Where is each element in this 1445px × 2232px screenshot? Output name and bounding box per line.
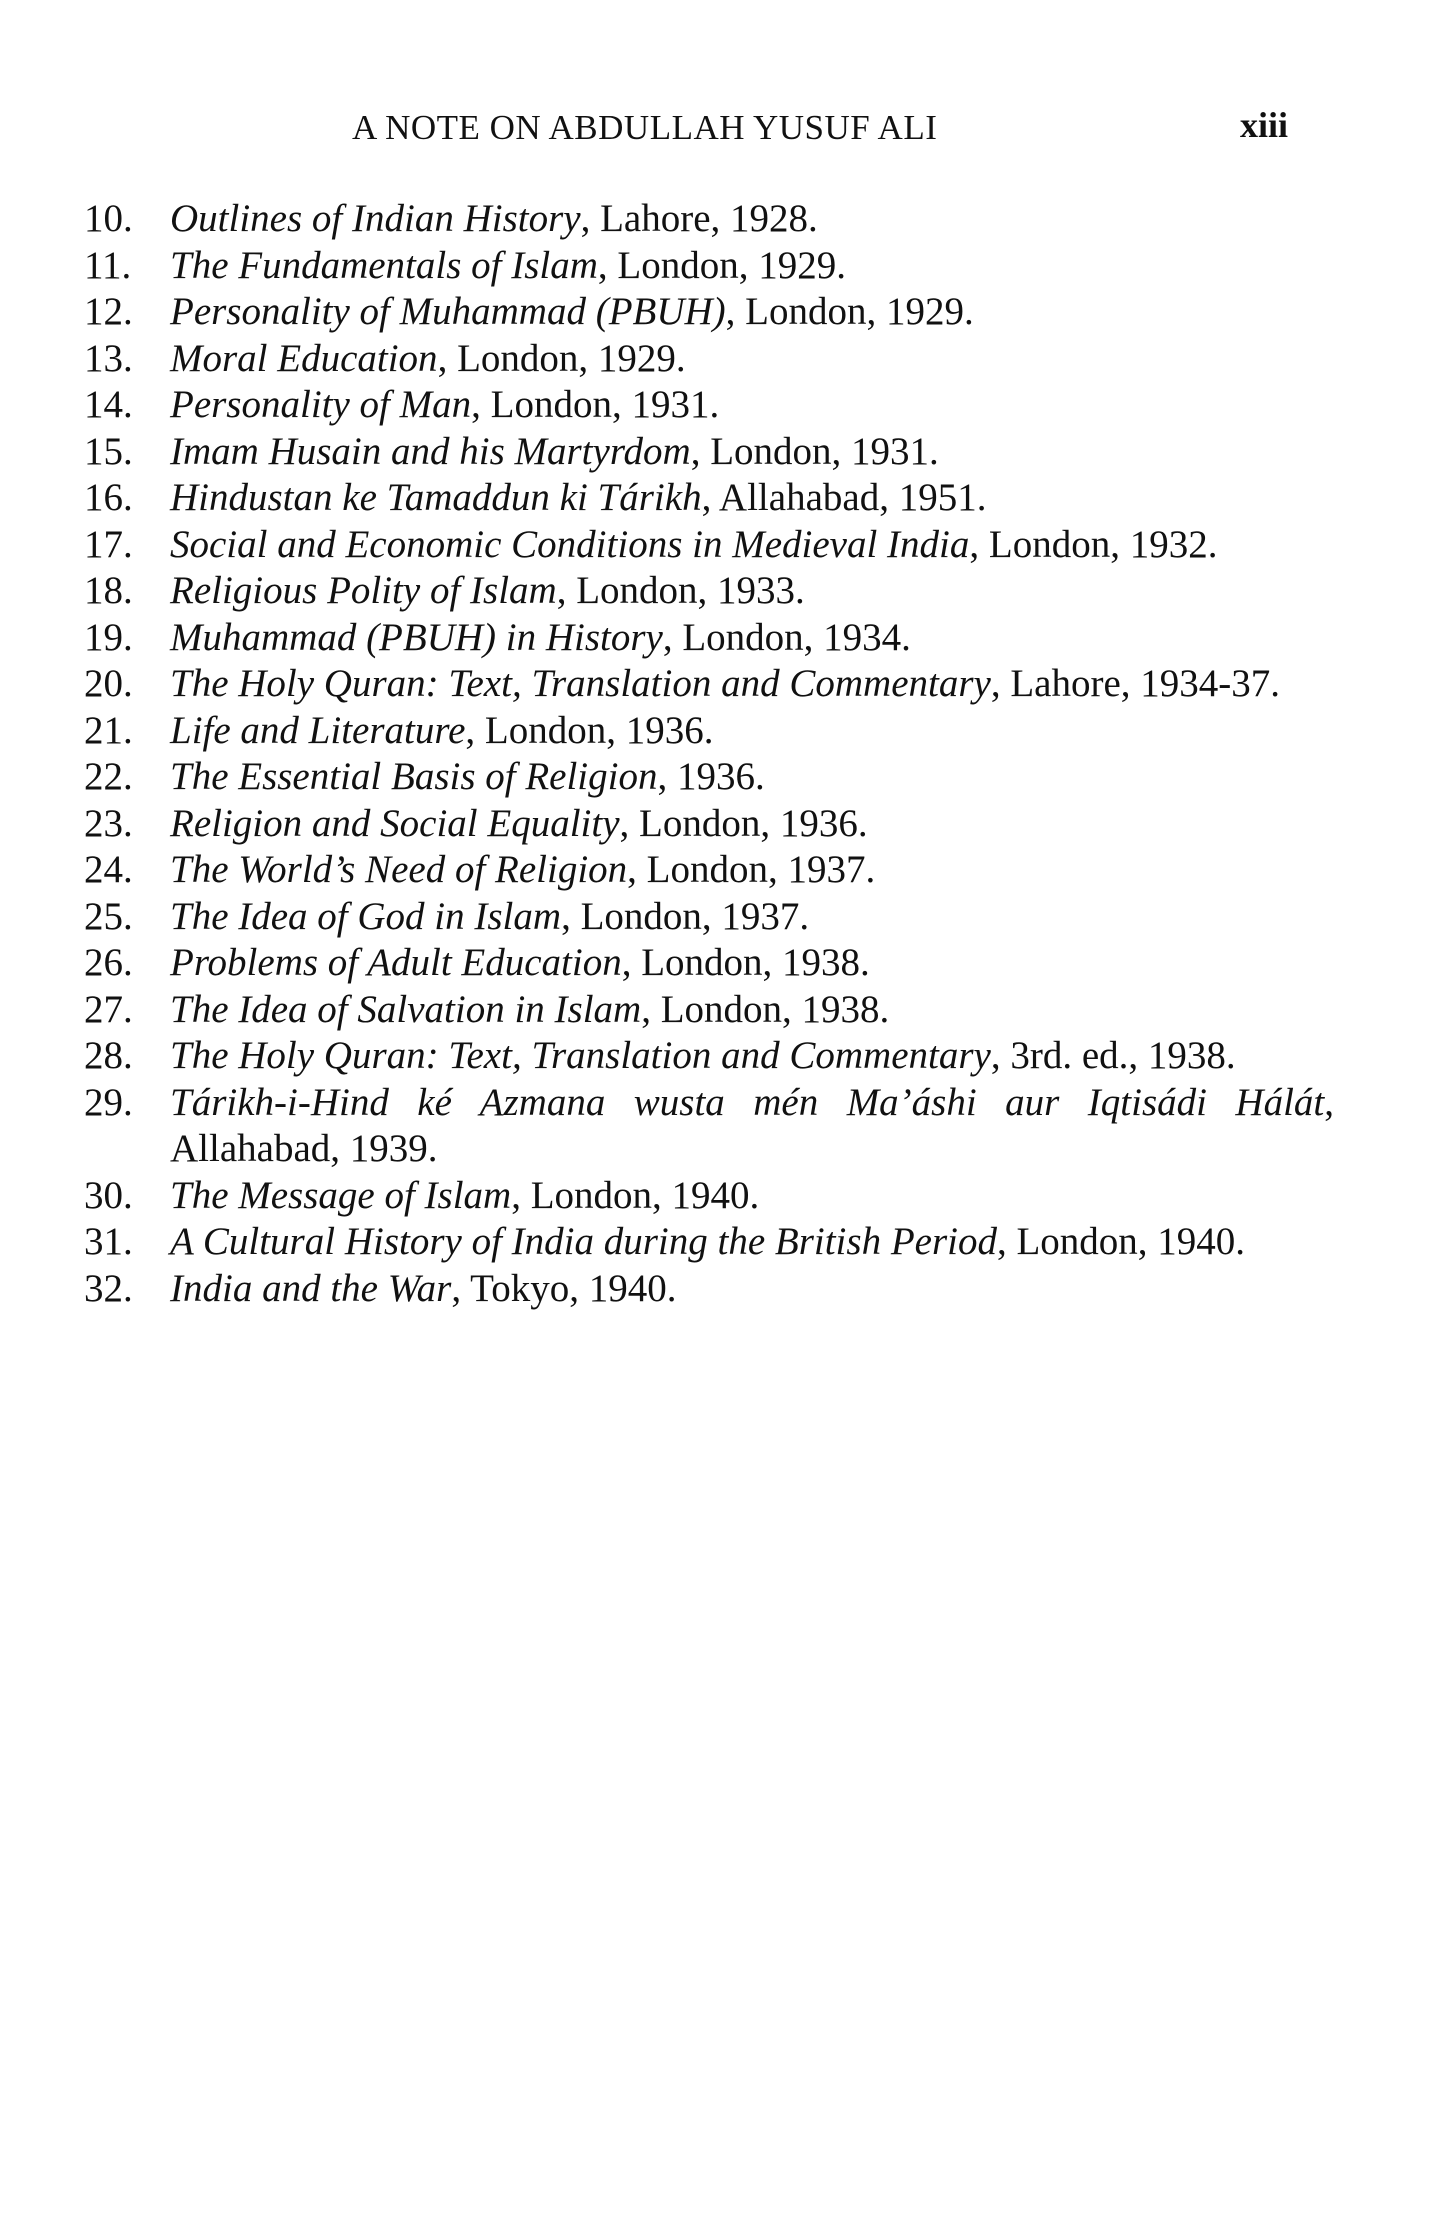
entry-details: , London, 1936. <box>619 801 868 845</box>
entry-title: India and the War <box>170 1266 452 1310</box>
entry-details: , London, 1940. <box>996 1220 1246 1263</box>
entry-title: The Essential Basis of Religion <box>170 755 658 798</box>
entry-number: 10. <box>84 197 133 240</box>
entry-title: Moral Education <box>170 336 438 380</box>
entry-details: , Lahore, 1928. <box>580 197 818 240</box>
entry-details: , London, 1938. <box>621 941 870 984</box>
entry-number: 28. <box>84 1034 133 1077</box>
entry-details: , Allahabad, 1939. <box>170 1080 1334 1170</box>
entry-title: Problems of Adult Education <box>170 941 622 984</box>
list-item <box>84 708 1334 755</box>
entry-title: The Idea of Salvation in Islam <box>170 987 642 1031</box>
entry-number: 12. <box>84 290 133 333</box>
entry-title: Social and Economic Conditions in Medieval India <box>170 522 970 566</box>
entry-number: 18. <box>84 569 133 612</box>
entry-title: The Holy Quran: Text, Translation and Commentary <box>170 662 991 705</box>
entry-number: 25. <box>84 894 133 938</box>
list-item <box>84 615 1334 662</box>
list-item <box>84 1033 1334 1080</box>
entry-title: Personality of Man <box>170 383 472 426</box>
list-item <box>84 289 1334 336</box>
entry-details: , Lahore, 1934-37. <box>990 662 1280 705</box>
entry-details: , London, 1931. <box>471 383 720 426</box>
entry-details: , London, 1929. <box>597 243 846 287</box>
entry-details: , Allahabad, 1951. <box>701 476 987 519</box>
entry-details: , London, 1937. <box>627 848 876 891</box>
entry-title: The World’s Need of Religion <box>170 848 628 891</box>
entry-number: 14. <box>84 383 133 426</box>
list-item <box>84 196 1334 243</box>
entry-number: 27. <box>84 987 133 1031</box>
list-item <box>84 568 1334 615</box>
entry-details: , London, 1932. <box>969 522 1218 566</box>
entry-number: 20. <box>84 662 133 705</box>
entry-details: , London, 1929. <box>437 336 686 380</box>
list-item <box>84 940 1334 987</box>
list-item <box>84 382 1334 429</box>
list-item <box>84 522 1334 569</box>
entry-number: 22. <box>84 755 133 798</box>
entry-number: 21. <box>84 708 133 752</box>
entry-details: , London, 1940. <box>511 1173 760 1217</box>
list-item <box>84 987 1334 1034</box>
entry-number: 23. <box>84 801 133 845</box>
list-item <box>84 894 1334 941</box>
list-item <box>84 1219 1334 1266</box>
entry-number: 19. <box>84 615 133 659</box>
list-item <box>84 475 1334 522</box>
entry-details: , London, 1934. <box>662 615 911 659</box>
entry-number: 26. <box>84 941 133 984</box>
entry-title: Outlines of Indian History <box>170 197 581 240</box>
list-item <box>84 847 1334 894</box>
entry-number: 32. <box>84 1266 133 1310</box>
entry-title: Muhammad (PBUH) in History <box>170 615 663 659</box>
entry-title: Religion and Social Equality <box>170 801 620 845</box>
list-item <box>84 1080 1334 1173</box>
list-item <box>84 1266 1334 1313</box>
entry-title: A Cultural History of India during the British Period <box>170 1220 997 1263</box>
entry-title: The Fundamentals of Islam <box>170 243 598 287</box>
entry-number: 31. <box>84 1220 133 1263</box>
entry-details: , London, 1938. <box>641 987 890 1031</box>
entry-number: 30. <box>84 1173 133 1217</box>
entry-title: The Holy Quran: Text, Translation and Commentary <box>170 1034 991 1077</box>
entry-details: , London, 1929. <box>725 290 974 333</box>
entry-details: , London, 1933. <box>556 569 805 612</box>
list-item <box>84 429 1334 476</box>
list-item <box>84 661 1334 708</box>
entry-number: 29. <box>84 1080 133 1124</box>
entry-number: 24. <box>84 848 133 891</box>
entry-title: Tárikh-i-Hind ké Azmana wusta mén Ma’áshi aur Iqtisádi Hálát <box>170 1080 1325 1124</box>
entry-title: The Idea of God in Islam <box>170 894 562 938</box>
entry-details: , London, 1931. <box>690 429 939 473</box>
list-item <box>84 801 1334 848</box>
list-item <box>84 336 1334 383</box>
entry-details: , 3rd. ed., 1938. <box>990 1034 1236 1077</box>
entry-number: 16. <box>84 476 133 519</box>
entry-details: , London, 1936. <box>465 708 714 752</box>
entry-number: 17. <box>84 522 133 566</box>
entry-title: The Message of Islam <box>170 1173 512 1217</box>
entry-title: Religious Polity of Islam <box>170 569 557 612</box>
entry-number: 15. <box>84 429 133 473</box>
entry-details: , 1936. <box>657 755 765 798</box>
entry-details: , London, 1937. <box>561 894 810 938</box>
entry-number: 11. <box>84 243 132 287</box>
running-head: A NOTE ON ABDULLAH YUSUF ALI <box>352 108 938 147</box>
page-number: xiii <box>1240 105 1289 145</box>
entry-title: Hindustan ke Tamaddun ki Tárikh <box>170 476 702 519</box>
list-item <box>84 754 1334 801</box>
entry-details: , Tokyo, 1940. <box>451 1266 677 1310</box>
list-item <box>84 243 1334 290</box>
entry-title: Imam Husain and his Martyrdom <box>170 429 691 473</box>
entry-title: Personality of Muhammad (PBUH) <box>170 290 726 333</box>
bibliography-list <box>84 196 1334 1312</box>
entry-number: 13. <box>84 336 133 380</box>
list-item <box>84 1173 1334 1220</box>
entry-title: Life and Literature <box>170 708 466 752</box>
